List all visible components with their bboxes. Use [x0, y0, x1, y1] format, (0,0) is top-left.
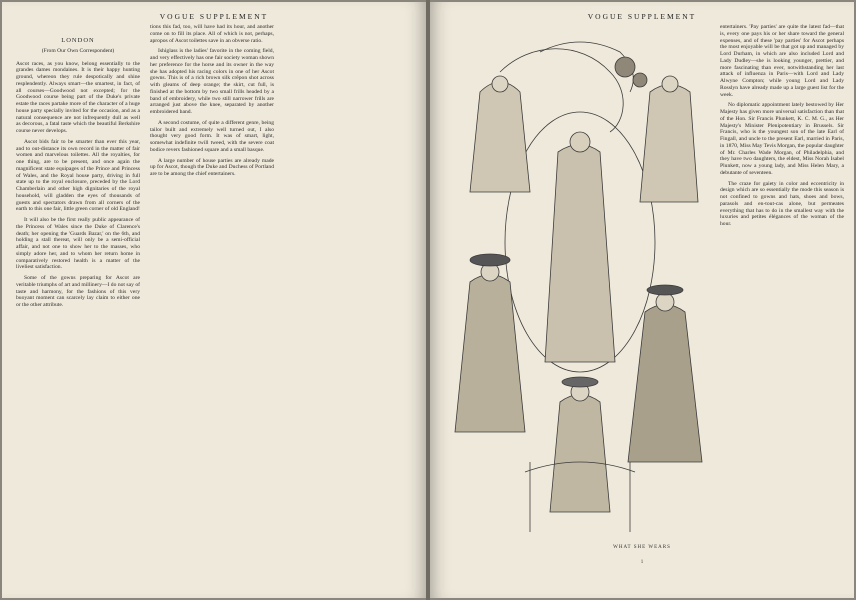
paragraph: Ascot races, as you know, belong essentially to the grandes dames mondaines. It is their happy hunting ground, whereon they rule despotically and shine resplendently. Always smart—the smartest, in fact, of all courses—Goodwood not excepted; for the Goodwood course being part of the Duke's private estate the races partake more of the character of a huge house party specially invited for the occasion, and as a natural consequence are not infrequently dull as well as decorous, a fatal taste which the beautiful Berkshire course never develops.: [16, 60, 140, 134]
paragraph: Some of the gowns preparing for Ascot are veritable triumphs of art and millinery—I do not say of taste and harmony, for the fashions of this very buoyant moment can scarcely lay claim to either one or the other attribute.: [16, 275, 140, 308]
paragraph: Ascot bids fair to be smarter than ever this year, and to out-distance its own record in the matter of fair women and marvelous toilettes. All the royalties, for one thing, are to be present, and once again the magnificent state equipages of the Prince and Princess of Wales, and the Royal house party, driving in full state up to the royal enclosure, preceded by the Lord Chamberlain and other high dignitaries of the royal household, will gladden the eyes of thousands of guests and spectators drawn from all corners of the earth to this one fair, little green corner of old England!: [16, 138, 140, 213]
page-number: 1: [640, 560, 644, 565]
running-head-left: VOGUE SUPPLEMENT: [159, 12, 269, 21]
column-subtitle: (From Our Own Correspondent): [41, 47, 115, 54]
paragraph: It will also be the first really public appearance of the Princess of Wales since the Duke of Clarence's death; her opening the 'Guards Bazar,' on the 6th, and holding a stall thereat, will only be a semi-official affair, and not one to show her to the masses, who simply adore her, and to whom her return home in comparatively restored health is a matter of the liveliest satisfaction.: [16, 217, 140, 271]
paragraph: entertainers. 'Pay parties' are quite the latest fad—that is, every one pays his or her share toward the general expenses, and of these 'pay parties' for Ascot perhaps the most enjoyable will be that got up and managed by Lord Durham, in which are also included Lord and Lady Dudley—she is looking younger, prettier, and more fascinating than ever, notwithstanding her last attack of influenza in Paris—with Lord and Lady Alwyne Compton; while young Lord and Lady Rosslyn have already made up a large guest list for the week.: [720, 24, 844, 98]
paragraph: A second costume, of quite a different genre, being tailor built and extremely well turned out, I also thought very good form. It was of smart, light, somewhat indefinite twill tweed, with the severe coat bodice revers fashioned square and a small basque.: [150, 119, 274, 153]
fashion-illustration: [440, 32, 720, 552]
paragraph: The craze for gaiety in color and eccentricity in design which are so essentially the mode this season is not confined to gowns and hats, shoes and bows, parasols and en-tout-cas alone, but permeates everything that has to do in the smallest way with the luxuries and petites élégances of the woman of the hour.: [720, 180, 844, 227]
paragraph: A large number of house parties are already made up for Ascot, though the Duke and Duchess of Portland are to be among the chief entertainers.: [150, 157, 274, 177]
right-column: [720, 24, 844, 232]
left-column-2: [150, 24, 274, 182]
illustration-caption: WHAT SHE WEARS: [613, 545, 671, 550]
paragraph: tions this fad, too, will have had its hour, and another come on to fill its place. All of which is not, perhaps, apropos of Ascot toilettes save in an obverse ratio.: [150, 24, 274, 44]
running-head-right: VOGUE SUPPLEMENT: [587, 12, 697, 21]
left-page: [2, 2, 426, 598]
paragraph: Ishiglass is the ladies' favorite in the coming field, and very effectively has one fair society woman shown her preference for the horse and its owner in the way she has adopted his racing colors in one of her Ascot gowns. This is of a rich brown silk crêpon shot across with gleams of deep orange; the skirt, cut full, is finished at the bottom by two small frills headed by a band of embroidery, while two still narrower frills are arranged just above the knee, separated by another embroidered band.: [150, 48, 274, 115]
right-page: [430, 2, 854, 598]
column-title: LONDON: [61, 37, 95, 44]
paragraph: No diplomatic appointment lately bestowed by Her Majesty has given more universal satisfaction than that of the Hon. Sir Francis Plunkett, K. C. M. G., as Her Majesty's Minister Plenipotentiary in Brussels. Sir Francis, who is the youngest son of the late Earl of Fingall, and uncle to the present Earl, married in Paris, in 1870, Miss May Tevis Morgan, the popular daughter of Mr. Charles Wade Morgan, of Philadelphia, and they have two daughters, the eldest, Miss Norah Isabel Plunkett, now a young lady, and Miss Helen Mary, a debutante of seventeen.: [720, 102, 844, 176]
left-column-1: [16, 38, 140, 313]
